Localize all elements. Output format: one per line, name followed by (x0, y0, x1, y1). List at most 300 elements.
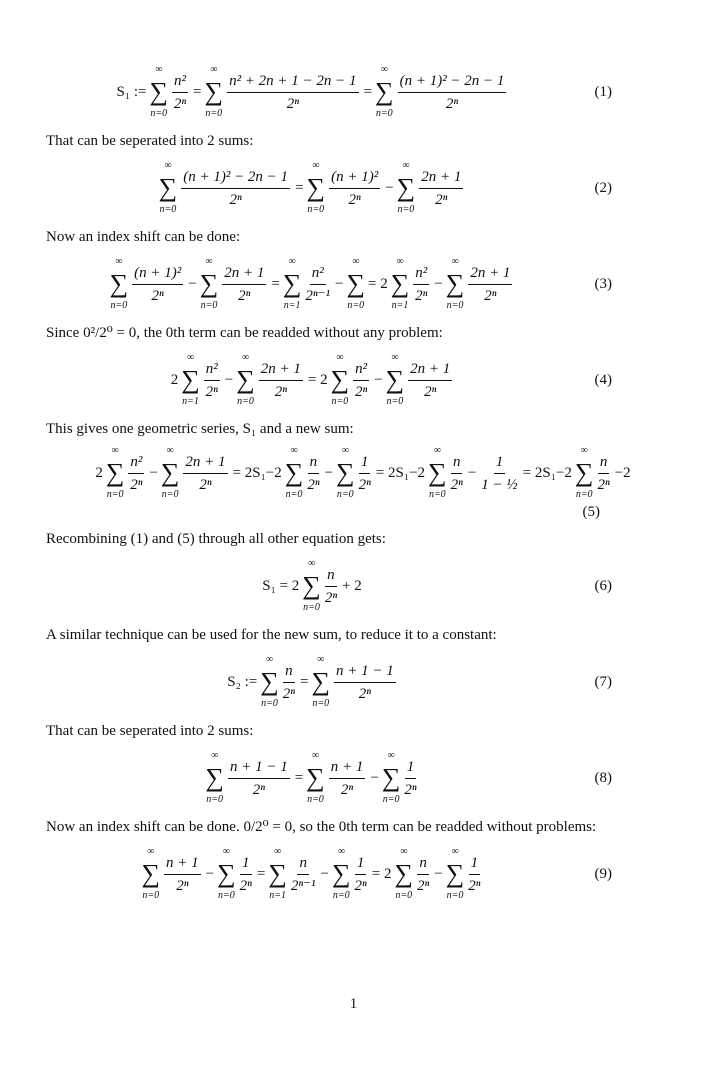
math-text: − (374, 372, 383, 388)
sum-upper-limit: ∞ (210, 64, 218, 75)
equation-number: (6) (594, 577, 612, 594)
math-text: = (299, 674, 309, 690)
sum-upper-limit: ∞ (433, 445, 441, 456)
sum-upper-limit: ∞ (391, 352, 399, 363)
denominator: 2ⁿ (205, 383, 218, 400)
fraction (291, 854, 316, 895)
sum-upper-limit: ∞ (312, 160, 320, 171)
equation-body (46, 750, 578, 806)
denominator: 2ⁿ (286, 95, 299, 112)
numerator: (n + 1)² (329, 168, 380, 189)
document-page (46, 58, 631, 908)
sigma-symbol: ∑ (181, 365, 200, 394)
sum-lower-limit: n=0 (386, 396, 404, 407)
equation (46, 346, 612, 414)
sigma-symbol: ∑ (394, 859, 414, 888)
numerator: 1 (355, 854, 367, 875)
denominator: 2ⁿ (445, 95, 459, 112)
fraction (597, 453, 609, 494)
sum-lower-limit: n=1 (391, 300, 409, 311)
denominator: 2ⁿ (417, 877, 430, 894)
numerator: 2n + 1 (408, 360, 452, 381)
denominator: 2ⁿ (450, 476, 463, 493)
equation-number: (2) (594, 179, 612, 196)
summation (346, 256, 365, 312)
denominator: 2ⁿ (340, 781, 354, 798)
summation (161, 445, 180, 501)
sum-lower-limit: n=0 (307, 794, 324, 805)
summation (336, 445, 355, 501)
sum-upper-limit: ∞ (274, 846, 282, 857)
sum-lower-limit: n=0 (397, 204, 415, 215)
fraction (128, 453, 144, 494)
math-text: − (434, 866, 443, 882)
sum-upper-limit: ∞ (580, 445, 588, 456)
fraction (419, 168, 463, 209)
fraction (305, 264, 330, 305)
summation (205, 750, 224, 806)
sum-upper-limit: ∞ (288, 256, 296, 267)
sum-upper-limit: ∞ (222, 846, 230, 857)
summation (311, 654, 330, 710)
fraction (413, 264, 429, 305)
sum-upper-limit: ∞ (352, 256, 360, 267)
fraction (164, 854, 201, 895)
equation-number: (4) (594, 371, 612, 388)
numerator: 1 (240, 854, 252, 875)
sigma-symbol: ∑ (445, 269, 465, 298)
math-text: −2 (614, 465, 631, 481)
numerator: n² (204, 360, 220, 381)
summation (141, 846, 160, 902)
numerator: (n + 1)² − 2n − 1 (181, 168, 290, 189)
sum-upper-limit: ∞ (205, 256, 213, 267)
summation (382, 750, 401, 806)
sum-lower-limit: n=0 (200, 300, 218, 311)
equation (46, 58, 612, 126)
fraction (181, 168, 290, 209)
sigma-symbol: ∑ (105, 458, 125, 487)
denominator: 2ⁿ (415, 287, 428, 304)
math-text: − (224, 372, 234, 388)
sigma-symbol: ∑ (445, 859, 465, 888)
sigma-symbol: ∑ (160, 458, 180, 487)
numerator: n (297, 854, 309, 875)
fraction (325, 566, 337, 607)
sigma-symbol: ∑ (385, 365, 405, 394)
denominator: 2ⁿ (173, 95, 187, 112)
summation (331, 352, 350, 408)
math-text: = 2 (307, 372, 328, 388)
math-text: − (467, 465, 477, 481)
equation-number: (3) (594, 275, 612, 292)
sum-upper-limit: ∞ (164, 160, 172, 171)
equation-body (46, 160, 578, 216)
numerator: n² (128, 453, 144, 474)
equation (46, 154, 612, 222)
sum-upper-limit: ∞ (265, 654, 274, 665)
sum-upper-limit: ∞ (166, 445, 174, 456)
denominator: 2ⁿ (355, 383, 368, 400)
denominator: 2ⁿ (130, 476, 143, 493)
sum-lower-limit: n=1 (269, 890, 286, 901)
math-text: = 2S₁−2 (375, 465, 426, 481)
math-text: S₂ := (227, 674, 258, 690)
math-text: − (385, 180, 394, 196)
summation (575, 445, 594, 501)
denominator: 2ⁿ (252, 781, 265, 798)
summation (332, 846, 351, 902)
numerator: n + 1 − 1 (228, 758, 290, 779)
equation-body (46, 256, 578, 312)
sum-upper-limit: ∞ (155, 64, 163, 75)
numerator: 2n + 1 (419, 168, 463, 189)
denominator: 1 − ½ (481, 476, 518, 493)
math-text: − (335, 276, 344, 292)
fraction (329, 168, 380, 209)
equation-number: (1) (594, 83, 612, 100)
fraction (329, 758, 366, 799)
sum-lower-limit: n=0 (428, 489, 446, 500)
fraction (468, 264, 512, 305)
sum-lower-limit: n=0 (336, 489, 354, 500)
math-text: = (363, 84, 373, 100)
sum-upper-limit: ∞ (147, 846, 155, 857)
math-text: = (294, 770, 304, 786)
numerator: n² + 2n + 1 − 2n − 1 (227, 72, 359, 93)
sigma-symbol: ∑ (236, 365, 255, 394)
equation-body (34, 445, 692, 501)
denominator: 2ⁿ (274, 383, 287, 400)
math-text: − (324, 465, 334, 481)
sigma-symbol: ∑ (284, 458, 304, 487)
sigma-symbol: ∑ (396, 173, 416, 202)
sum-upper-limit: ∞ (451, 846, 459, 857)
fraction (172, 72, 188, 113)
sigma-symbol: ∑ (311, 667, 330, 696)
math-text: = (271, 276, 280, 292)
numerator: n + 1 − 1 (334, 662, 396, 683)
sigma-symbol: ∑ (428, 458, 447, 487)
sum-lower-limit: n=0 (217, 890, 235, 901)
sum-lower-limit: n=0 (446, 300, 464, 311)
sigma-symbol: ∑ (375, 77, 394, 106)
denominator: 2ⁿ (199, 476, 212, 493)
numerator: n (451, 453, 463, 474)
equation-body (46, 558, 578, 614)
equation-number: (8) (594, 769, 612, 786)
paragraph: That can be seperated into 2 sums: (46, 133, 254, 149)
denominator: 2ⁿ (424, 383, 437, 400)
fraction (451, 453, 463, 494)
math-text: = (193, 84, 202, 100)
paragraph: Now an index shift can be done. 0/2⁰ = 0, so the 0th term can be readded without problems: (46, 819, 597, 835)
equation-body (46, 64, 578, 120)
denominator: 2ⁿ⁻¹ (305, 287, 331, 304)
fraction (259, 360, 303, 401)
numerator: n (308, 453, 320, 474)
denominator: 2ⁿ (282, 685, 295, 702)
numerator: n (325, 566, 337, 587)
sigma-symbol: ∑ (199, 269, 219, 298)
sum-lower-limit: n=0 (150, 108, 168, 119)
numerator: n² (310, 264, 326, 285)
summation (397, 160, 416, 216)
fraction (183, 453, 227, 494)
sum-lower-limit: n=0 (303, 602, 320, 613)
math-text: − (205, 866, 215, 882)
fraction (307, 453, 319, 494)
denominator: 2ⁿ (324, 589, 338, 606)
sum-lower-limit: n=0 (142, 890, 160, 901)
sum-upper-limit: ∞ (380, 64, 388, 75)
sum-lower-limit: n=0 (307, 204, 325, 215)
sum-lower-limit: n=0 (446, 890, 464, 901)
math-text: = (256, 866, 266, 882)
paragraph: Since 0²/2⁰ = 0, the 0th term can be readded without any problem: (46, 325, 443, 341)
sigma-symbol: ∑ (109, 269, 129, 298)
fraction (222, 264, 266, 305)
equation (34, 442, 692, 524)
fraction (227, 72, 359, 113)
sum-upper-limit: ∞ (111, 445, 119, 456)
denominator: 2ⁿ (354, 877, 367, 894)
numerator: n² (353, 360, 369, 381)
page-number: 1 (349, 996, 358, 1012)
numerator: (n + 1)² − 2n − 1 (398, 72, 507, 93)
math-text: 2 (170, 372, 179, 388)
numerator: 2n + 1 (222, 264, 266, 285)
sigma-symbol: ∑ (332, 859, 351, 888)
sigma-symbol: ∑ (268, 859, 287, 888)
equation-body (46, 846, 578, 902)
sigma-symbol: ∑ (205, 763, 224, 792)
fraction (481, 453, 517, 494)
summation (110, 256, 129, 312)
summation (428, 445, 447, 501)
sum-upper-limit: ∞ (311, 750, 320, 761)
sum-lower-limit: n=0 (312, 698, 330, 709)
denominator: 2ⁿ (358, 476, 371, 493)
sum-upper-limit: ∞ (336, 352, 344, 363)
math-text: = 2S₁−2 (232, 465, 282, 481)
sum-lower-limit: n=0 (375, 108, 393, 119)
sigma-symbol: ∑ (390, 269, 410, 298)
sum-lower-limit: n=0 (395, 890, 413, 901)
summation (268, 846, 287, 902)
numerator: 1 (494, 453, 506, 474)
math-text: S₁ := (116, 84, 147, 100)
denominator: 2ⁿ (176, 877, 189, 894)
math-text: 2 (95, 465, 103, 481)
numerator: n² (413, 264, 429, 285)
equation-body (46, 352, 578, 408)
fraction (132, 264, 183, 305)
sum-upper-limit: ∞ (211, 750, 219, 761)
sum-lower-limit: n=0 (285, 489, 303, 500)
fraction (228, 758, 290, 799)
sum-upper-limit: ∞ (337, 846, 345, 857)
sigma-symbol: ∑ (302, 571, 321, 600)
sum-lower-limit: n=0 (110, 300, 128, 311)
denominator: 2ⁿ (404, 781, 417, 798)
equation-number: (5) (582, 504, 600, 520)
numerator: n (598, 453, 610, 474)
math-text: = 2 (371, 866, 392, 882)
sum-upper-limit: ∞ (451, 256, 459, 267)
summation (306, 750, 325, 806)
sum-upper-limit: ∞ (241, 352, 250, 363)
numerator: n (283, 662, 295, 683)
sigma-symbol: ∑ (346, 269, 366, 298)
sum-lower-limit: n=0 (261, 698, 278, 709)
sigma-symbol: ∑ (282, 269, 302, 298)
denominator: 2ⁿ (229, 191, 242, 208)
summation (446, 846, 465, 902)
paragraph: Recombining (1) and (5) through all other equation gets: (46, 531, 386, 547)
equation-number: (7) (594, 673, 612, 690)
numerator: 2n + 1 (259, 360, 303, 381)
sum-upper-limit: ∞ (402, 160, 410, 171)
summation (283, 256, 302, 312)
sum-lower-limit: n=0 (206, 794, 224, 805)
sum-upper-limit: ∞ (400, 846, 408, 857)
sum-lower-limit: n=0 (347, 300, 365, 311)
equation (46, 744, 612, 812)
math-text: = 2 (368, 276, 388, 292)
sigma-symbol: ∑ (306, 763, 325, 792)
numerator: n (417, 854, 429, 875)
summation (106, 445, 125, 501)
denominator: 2ⁿ (468, 877, 481, 894)
summation (391, 256, 410, 312)
fraction (417, 854, 429, 895)
summation (395, 846, 414, 902)
fraction (334, 662, 396, 703)
summation (375, 64, 394, 120)
math-text: − (149, 465, 158, 481)
sum-upper-limit: ∞ (290, 445, 298, 456)
math-text: − (434, 276, 443, 292)
summation (150, 64, 169, 120)
numerator: 2n + 1 (468, 264, 512, 285)
denominator: 2ⁿ (597, 476, 610, 493)
math-text: S₁ = 2 (262, 578, 300, 594)
summation (181, 352, 200, 408)
equation-body (46, 654, 578, 710)
summation (307, 160, 326, 216)
paragraph: Now an index shift can be done: (46, 229, 241, 245)
summation (260, 654, 279, 710)
math-text: − (188, 276, 197, 292)
sum-lower-limit: n=0 (161, 489, 179, 500)
sigma-symbol: ∑ (336, 458, 355, 487)
sum-lower-limit: n=0 (332, 890, 350, 901)
summation (302, 558, 321, 614)
numerator: (n + 1)² (132, 264, 183, 285)
sum-upper-limit: ∞ (387, 750, 395, 761)
sum-lower-limit: n=0 (159, 204, 177, 215)
sum-lower-limit: n=0 (575, 489, 593, 500)
paragraph: That can be seperated into 2 sums: (46, 723, 254, 739)
sum-lower-limit: n=0 (382, 794, 400, 805)
equation (46, 250, 612, 318)
denominator: 2ⁿ (435, 191, 448, 208)
sigma-symbol: ∑ (149, 77, 169, 106)
fraction (283, 662, 295, 703)
numerator: n² (172, 72, 188, 93)
summation (446, 256, 465, 312)
summation (200, 256, 219, 312)
fraction (408, 360, 452, 401)
sum-lower-limit: n=0 (237, 396, 254, 407)
paragraph: A similar technique can be used for the new sum, to reduce it to a constant: (46, 627, 497, 643)
math-text: + 2 (342, 578, 362, 594)
sum-upper-limit: ∞ (396, 256, 404, 267)
denominator: 2ⁿ (307, 476, 320, 493)
summation (285, 445, 304, 501)
denominator: 2ⁿ (239, 877, 252, 894)
sigma-symbol: ∑ (204, 77, 224, 106)
equation (46, 648, 612, 716)
sigma-symbol: ∑ (330, 365, 350, 394)
math-text: = (295, 180, 304, 196)
summation (386, 352, 405, 408)
summation (236, 352, 255, 408)
sigma-symbol: ∑ (141, 859, 160, 888)
summation (205, 64, 224, 120)
fraction (204, 360, 220, 401)
sum-upper-limit: ∞ (115, 256, 123, 267)
sum-lower-limit: n=1 (283, 300, 301, 311)
sigma-symbol: ∑ (217, 859, 236, 888)
sum-lower-limit: n=0 (331, 396, 349, 407)
sum-upper-limit: ∞ (307, 558, 316, 569)
numerator: 1 (469, 854, 481, 875)
math-text: − (370, 770, 379, 786)
denominator: 2ⁿ (484, 287, 497, 304)
denominator: 2ⁿ (358, 685, 371, 702)
equation-number: (9) (594, 865, 612, 882)
math-text: = 2S₁−2 (522, 465, 572, 481)
summation (217, 846, 236, 902)
sum-lower-limit: n=1 (182, 396, 199, 407)
sigma-symbol: ∑ (260, 667, 279, 696)
fraction (404, 758, 416, 799)
equation (46, 840, 612, 908)
denominator: 2ⁿ⁻¹ (290, 877, 316, 894)
numerator: n + 1 (164, 854, 201, 875)
fraction (355, 854, 367, 895)
fraction (240, 854, 252, 895)
fraction (468, 854, 480, 895)
denominator: 2ⁿ (151, 287, 164, 304)
sigma-symbol: ∑ (306, 173, 326, 202)
sum-lower-limit: n=0 (205, 108, 223, 119)
denominator: 2ⁿ (238, 287, 251, 304)
sum-upper-limit: ∞ (186, 352, 195, 363)
equation (46, 552, 612, 620)
sum-upper-limit: ∞ (317, 654, 325, 665)
sum-lower-limit: n=0 (106, 489, 124, 500)
sigma-symbol: ∑ (381, 763, 401, 792)
denominator: 2ⁿ (348, 191, 361, 208)
numerator: 1 (359, 453, 371, 474)
fraction (353, 360, 369, 401)
fraction (359, 453, 371, 494)
fraction (398, 72, 507, 113)
numerator: 1 (405, 758, 417, 779)
